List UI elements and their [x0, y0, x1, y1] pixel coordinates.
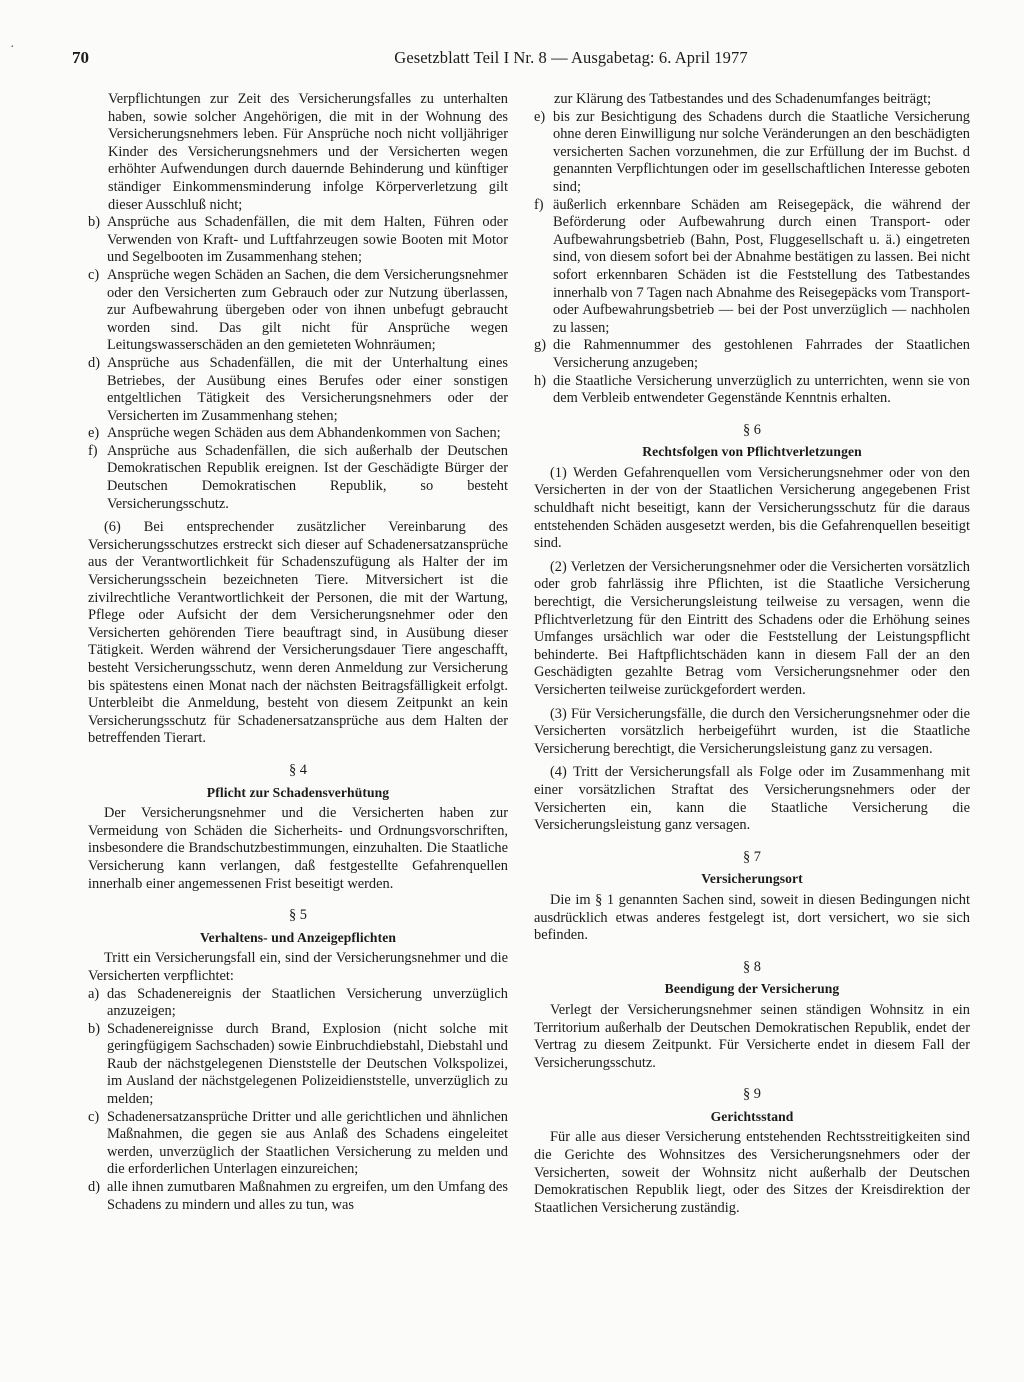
section-title: Pflicht zur Schadensverhütung [206, 784, 390, 800]
list-item-label: d) [88, 354, 100, 371]
list-item [88, 214, 508, 267]
list-item-label: a) [88, 985, 100, 1002]
continued-item-text: Verpflichtungen zur Zeit des Versicherungsfalles zu unterhalten haben, sowie solcher Angehörigen, die mit in der Wohnung des Versicherungsnehmers leben. Für Ansprüche noch nicht volljähriger Kinder des Versicherungsnehmers und der Versicherten wegen erhöhter Aufwendungen durch dauernde Behinderung und künftiger ständiger Einkommensminderung infolge Körperverletzung gilt dieser Ausschluß nicht; [108, 91, 508, 213]
list-item-label: b) [88, 214, 100, 231]
section-number: § 9 [743, 1086, 761, 1103]
continued-item-text: zur Klärung des Tatbestandes und des Schadenumfanges beiträgt; [554, 91, 932, 107]
section-text: Der Versicherungsnehmer und die Versicherten haben zur Vermeidung von Schäden die Sicherheits- und Ordnungsvorschriften, insbesondere die Brandschutzbestimmungen, einzuhalten. Die Staatliche Versicherung kann verlangen, daß festgestellte Gefahrenquellen innerhalb einer angemessenen Frist beseitigt werden. [88, 805, 508, 892]
page-header [72, 48, 970, 74]
list-item-text: Schadenereignisse durch Brand, Explosion (nicht solche mit geringfügigem Sachschaden) sowie Einbruchdiebstahl, Diebstahl und Raub der nächstgelegenen Dienststelle der Deutschen Volkspolizei, im Ausland der nächstgelegenen Polizeidienststelle, unverzüglich zu melden; [107, 1020, 508, 1108]
list-item-text: das Schadenereignis der Staatlichen Versicherung unverzüglich anzuzeigen; [107, 985, 508, 1020]
list-item-label: f) [88, 442, 98, 459]
paragraph: (2) Verletzen der Versicherungsnehmer oder die Versicherten vorsätzlich oder grob fahrlässig ihre Pflichten, ist die Staatliche Versicherung berechtigt, die Versicherungsleistung teilweise zu versagen, wenn die Pflichtverletzung für den Eintritt des Schadens oder die Erhöhung seines Umfanges ursächlich war oder die Feststellung der Leistungspflicht behinderte. Bei Haftpflichtschäden kann in diesem Fall der an den Geschädigten gezahlte Betrag vom Versicherungsnehmer oder den Versicherten teilweise zurückgefordert werden. [534, 558, 970, 698]
section-title: Gerichtsstand [710, 1108, 794, 1124]
list-item-text: Ansprüche aus Schadenfällen, die mit dem Halten, Führen oder Verwenden von Kraft- und Luftfahrzeugen sowie Booten mit Motor und Segelbooten im Zusammenhang stehen; [107, 214, 508, 266]
paragraph-6: (6) Bei entsprechender zusätzlicher Vereinbarung des Versicherungsschutzes erstreckt sich dieser auf Schadenersatzansprüche aus der Verantwortlichkeit für Schadenszufügung als Halter der im Versicherungsschein bezeichneten Tiere. Mitversichert ist die zivilrechtliche Verantwortlichkeit der Personen, die mit der Wartung, Pflege oder Aufsicht der dem Versicherungsnehmer oder den Versicherten gehörenden Tiere beauftragt sind, in Ausübung dieser Tätigkeit. Werden während der Versicherungsdauer Tiere angeschafft, besteht Versicherungsschutz, wenn deren Anmeldung zur Versicherung bis spätestens einen Monat nach der nächsten Beitragsfälligkeit erfolgt. Unterbleibt die Anmeldung, besteht von diesem Zeitpunkt an kein Versicherungsschutz für Schadenersatzansprüche aus dem Halten der betreffenden Tierart. [88, 519, 508, 747]
section-title: Rechtsfolgen von Pflichtverletzungen [642, 444, 862, 460]
section-number: § 4 [289, 761, 307, 778]
list-item [88, 1109, 508, 1179]
list-item-label: f) [534, 196, 544, 213]
paragraph: (4) Tritt der Versicherungsfall als Folge oder im Zusammenhang mit einer vorsätzlichen Straftat des Versicherungsnehmers oder der Versicherten ein, kann die Staatliche Versicherung die Versicherungsleistung ganz versagen. [534, 764, 970, 834]
list-item-label: e) [534, 108, 546, 125]
section-intro: Tritt ein Versicherungsfall ein, sind der Versicherungsnehmer und die Versicherten verpflichtet: [88, 950, 508, 984]
list-item-text: die Staatliche Versicherung unverzüglich zu unterrichten, wenn sie von dem Verbleib entwendeter Gegenstände Kenntnis erhalten. [553, 372, 970, 407]
list-item [534, 373, 970, 408]
section-title: Beendigung der Versicherung [664, 981, 840, 997]
list-item-label: e) [88, 425, 100, 442]
list-item-text: die Rahmennummer des gestohlenen Fahrrades der Staatlichen Versicherung anzugeben; [553, 337, 970, 371]
running-head: Gesetzblatt Teil I Nr. 8 — Ausgabetag: 6. April 1977 [394, 48, 748, 67]
paragraph: (3) Für Versicherungsfälle, die durch den Versicherungsnehmer oder die Versicherten vorsätzlich herbeigeführt wurden, ist die Staatliche Versicherung berechtigt, die Versicherungsleistung ganz zu versagen. [534, 705, 970, 757]
left-column [88, 91, 508, 1214]
section-text: Die im § 1 genannten Sachen sind, soweit in diesen Bedingungen nicht ausdrücklich etwas anderes festgelegt ist, dort versichert, wo sie sich befinden. [534, 891, 970, 944]
list-item-label: h) [534, 372, 546, 389]
margin-mark: · [10, 40, 15, 55]
page-number: 70 [72, 48, 89, 67]
section-number: § 7 [743, 848, 761, 865]
list-item-text: Ansprüche wegen Schäden aus dem Abhandenkommen von Sachen; [107, 425, 501, 442]
list-item-label: c) [88, 1108, 100, 1125]
list-item-label: c) [88, 266, 100, 283]
list-item [534, 109, 970, 197]
right-column [534, 91, 970, 1217]
section-number: § 6 [743, 421, 761, 438]
list-item-label: g) [534, 337, 546, 354]
list-item [88, 986, 508, 1021]
list-item-text: Ansprüche aus Schadenfällen, die mit der Unterhaltung eines Betriebes, der Ausübung eines Berufes oder einer sonstigen entgeltlichen Tätigkeit des Versicherungsnehmers oder der Versicherten im Zusammenhang stehen; [107, 354, 508, 424]
list-item-text: Schadenersatzansprüche Dritter und alle gerichtlichen und ähnlichen Maßnahmen, die gegen sie aus Anlaß des Schadens eingeleitet werden, unverzüglich der Staatlichen Versicherung zu melden und die erforderlichen Unterlagen einzureichen; [107, 1108, 508, 1178]
section-number: § 5 [289, 907, 307, 924]
list-item-text: alle ihnen zumutbaren Maßnahmen zu ergreifen, um den Umfang des Schadens zu mindern und alles zu tun, was [107, 1179, 508, 1213]
list-item [88, 1021, 508, 1109]
list-item-text: Ansprüche aus Schadenfällen, die sich außerhalb der Deutschen Demokratischen Republik ereignen. Ist der Geschädigte Bürger der Deutschen Demokratischen Republik, so besteht Versicherungsschutz. [107, 442, 508, 512]
section-title: Verhaltens- und Anzeigepflichten [199, 929, 397, 945]
list-item-label: b) [88, 1020, 100, 1037]
section-title: Versicherungsort [701, 871, 803, 887]
section-text: Verlegt der Versicherungsnehmer seinen ständigen Wohnsitz in ein Territorium außerhalb der Deutschen Demokratischen Republik, endet der Vertrag zu diesem Zeitpunkt. Für Versicherte endet in diesem Fall der Versicherungsschutz. [534, 1001, 970, 1071]
list-item-text: Ansprüche wegen Schäden an Sachen, die dem Versicherungsnehmer oder den Versicherten zum Gebrauch oder zur Nutzung überlassen, zur Aufbewahrung übergeben oder von ihnen unbefugt gebraucht worden sind. Das gilt nicht für Ansprüche wegen Leitungswasserschäden an den gemieteten Wohnräumen; [107, 266, 508, 354]
list-item [88, 425, 508, 443]
list-item [88, 443, 508, 513]
list-item [534, 197, 970, 338]
section-number: § 8 [743, 958, 761, 975]
list-item [534, 337, 970, 372]
list-item [88, 355, 508, 425]
list-item [88, 1179, 508, 1214]
section-text: Für alle aus dieser Versicherung entstehenden Rechtsstreitigkeiten sind die Gerichte des Wohnsitzes des Versicherungsnehmers oder der Versicherten, soweit der Wohnsitz nicht außerhalb der Deutschen Demokratischen Republik liegt, oder des Sitzes der Kreisdirektion der Staatlichen Versicherung zuständig. [534, 1129, 970, 1216]
list-item-label: d) [88, 1179, 100, 1196]
list-item-text: bis zur Besichtigung des Schadens durch die Staatliche Versicherung ohne deren Einwilligung nur solche Veränderungen an den beschädigten versicherten Sachen vorzunehmen, die zur Erfüllung der im Buchst. d genannten Verpflichtungen oder im gesellschaftlichen Interesse geboten sind; [553, 108, 970, 195]
paragraph: (1) Werden Gefahrenquellen vom Versicherungsnehmer oder von den Versicherten in der von der Staatlichen Versicherung angegebenen Frist schuldhaft nicht beseitigt, kann der Versicherungsschutz für die daraus entstehenden Schäden ausgesetzt werden, bis die Gefahrenquellen beseitigt sind. [534, 464, 970, 552]
list-item-text: äußerlich erkennbare Schäden am Reisegepäck, die während der Beförderung oder Aufbewahrung durch einen Transport- oder Aufbewahrungsbetrieb (Bahn, Post, Fluggesellschaft u. ä.) eingetreten sind, von diesem sofort bei der Abnahme bestätigen zu lassen. Bei nicht sofort erkennbaren Schäden ist die Feststellung des Tatbestandes innerhalb von 7 Tagen nach Abnahme des Reisegepäcks vom Transport- oder Aufbewahrungsbetrieb — bei der Post unverzüglich — nachholen zu lassen; [553, 196, 970, 336]
list-item [88, 267, 508, 355]
